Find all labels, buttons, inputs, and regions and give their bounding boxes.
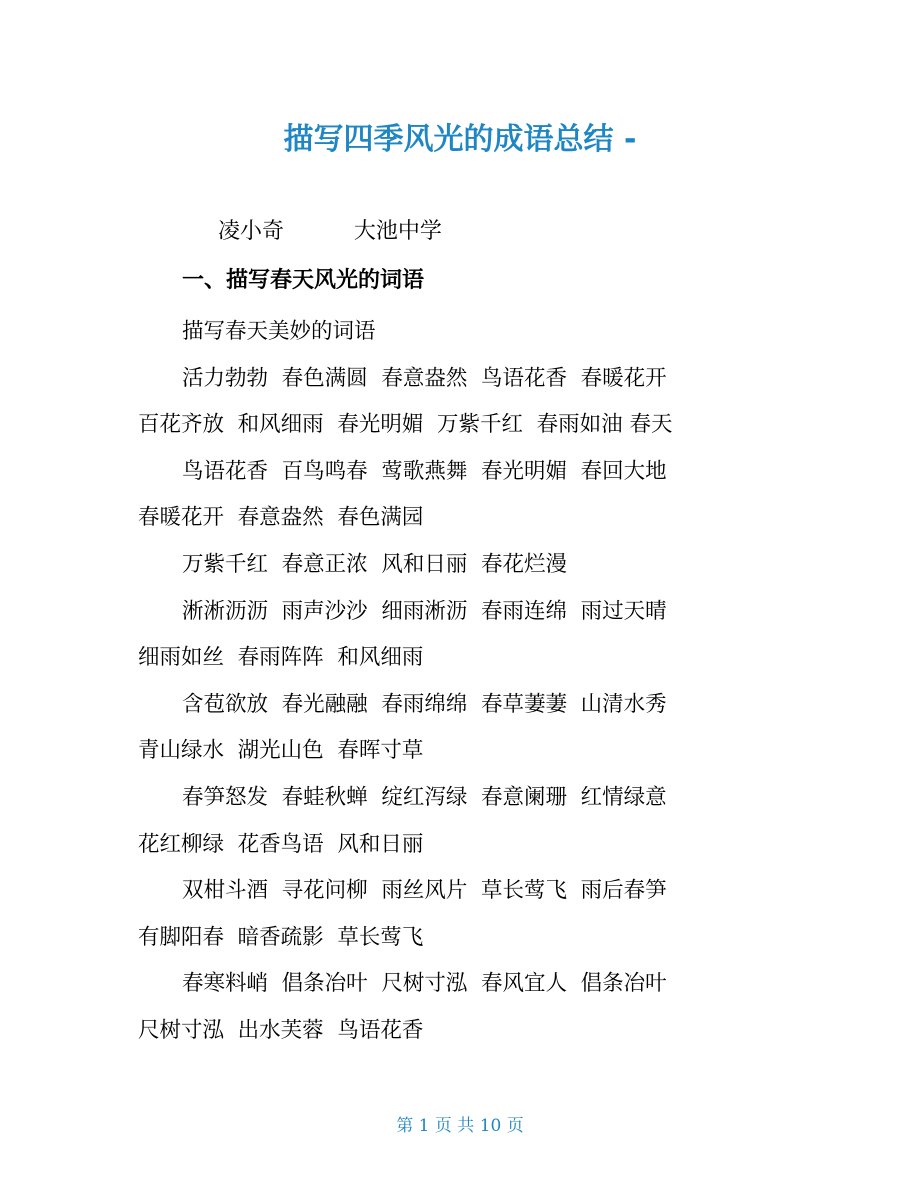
text-line: 细雨如丝 春雨阵阵 和风细雨 bbox=[138, 645, 424, 671]
text-line: 鸟语花香 百鸟鸣春 莺歌燕舞 春光明媚 春回大地 bbox=[182, 458, 667, 484]
text-line: 百花齐放 和风细雨 春光明媚 万紫千红 春雨如油 春天 bbox=[138, 412, 673, 438]
text-line: 青山绿水 湖光山色 春晖寸草 bbox=[138, 738, 424, 764]
text-line: 双柑斗酒 寻花问柳 雨丝风片 草长莺飞 雨后春笋 bbox=[182, 878, 667, 904]
page-footer: 第 1 页 共 10 页 bbox=[396, 1116, 524, 1136]
text-line: 含苞欲放 春光融融 春雨绵绵 春草萋萋 山清水秀 bbox=[182, 691, 667, 717]
text-line: 花红柳绿 花香鸟语 风和日丽 bbox=[138, 831, 424, 857]
text-line: 有脚阳春 暗香疏影 草长莺飞 bbox=[138, 924, 424, 950]
author-line: 凌小奇 大池中学 bbox=[218, 219, 442, 244]
text-line: 万紫千红 春意正浓 风和日丽 春花烂漫 bbox=[182, 551, 568, 577]
body-text bbox=[138, 309, 778, 1055]
text-line: 春寒料峭 倡条冶叶 尺树寸泓 春风宜人 倡条冶叶 bbox=[182, 971, 667, 997]
section-heading: 一、描写春天风光的词语 bbox=[182, 267, 425, 293]
text-line: 淅淅沥沥 雨声沙沙 细雨淅沥 春雨连绵 雨过天晴 bbox=[182, 598, 667, 624]
text-line: 春笋怒发 春蛙秋蝉 绽红泻绿 春意阑珊 红情绿意 bbox=[182, 784, 667, 810]
text-line: 尺树寸泓 出水芙蓉 鸟语花香 bbox=[138, 1017, 424, 1043]
document-title: 描写四季风光的成语总结 - bbox=[283, 122, 637, 157]
text-line: 春暖花开 春意盎然 春色满园 bbox=[138, 505, 424, 531]
text-line: 活力勃勃 春色满圆 春意盎然 鸟语花香 春暖花开 bbox=[182, 365, 667, 391]
text-line: 描写春天美妙的词语 bbox=[182, 319, 376, 344]
